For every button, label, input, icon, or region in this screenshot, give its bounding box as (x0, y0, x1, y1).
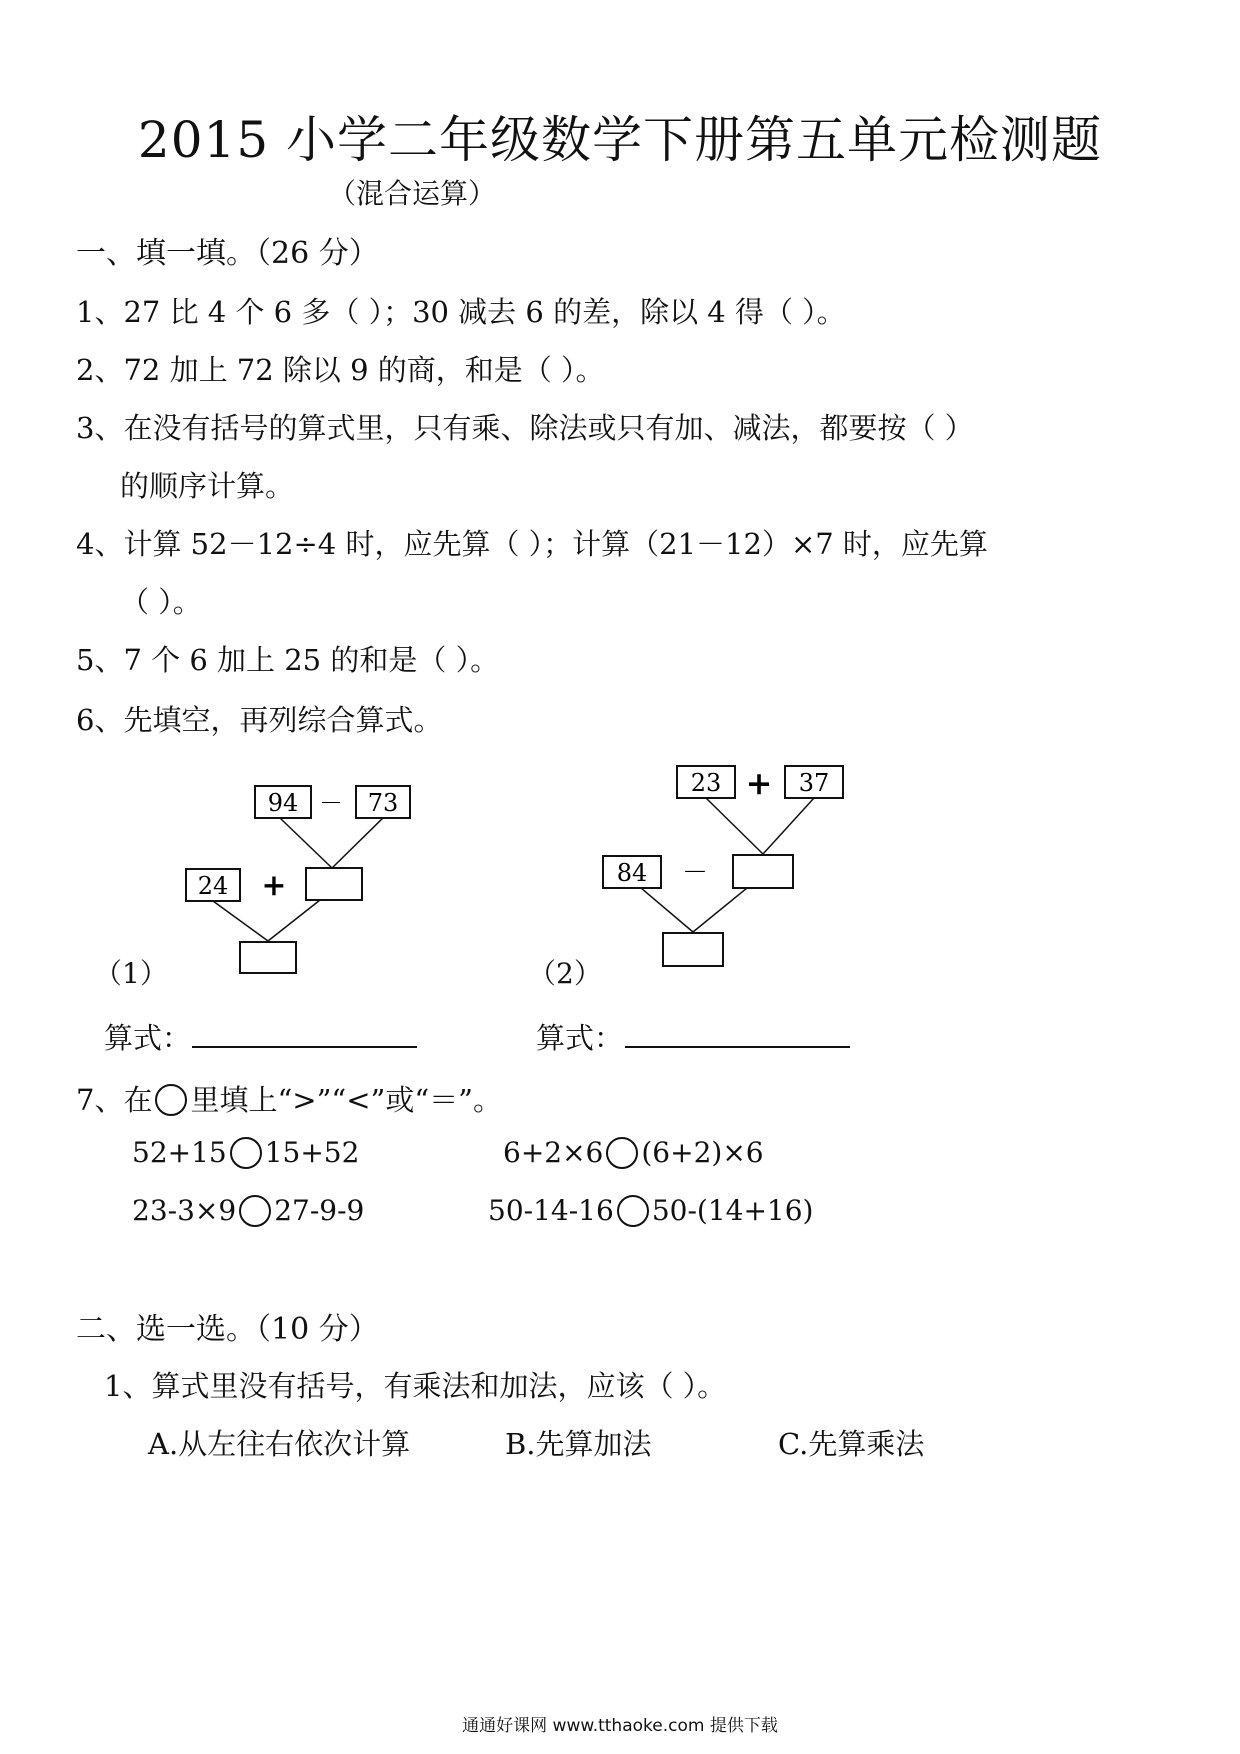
compare-item-1 (132, 1136, 359, 1173)
calc-diagram-2 (595, 760, 865, 975)
diagram2-connector (763, 798, 814, 854)
formula1-answer-line[interactable] (192, 1046, 417, 1048)
option-c[interactable]: C.先算乘法 (778, 1427, 925, 1461)
compare-1-right: 15+52 (264, 1136, 360, 1169)
compare-item-3 (132, 1194, 364, 1231)
compare-1-left: 52+15 (132, 1136, 227, 1169)
compare-2-left: 6+2×6 (503, 1136, 604, 1169)
compare-item-4 (488, 1194, 813, 1231)
question-7-suffix: 里填上“>”“<”或“＝”。 (190, 1083, 503, 1117)
question-2: 2、72 加上 72 除以 9 的商，和是（ ）。 (76, 353, 605, 387)
question-5: 5、7 个 6 加上 25 的和是（ ）。 (76, 643, 500, 677)
compare-1-circle[interactable] (230, 1137, 262, 1169)
question-6: 6、先填空，再列综合算式。 (76, 703, 443, 737)
diagram2-minus-operator: － (681, 858, 709, 888)
compare-4-left: 50-14-16 (488, 1194, 614, 1227)
formula2-answer-line[interactable] (625, 1046, 850, 1048)
diagram1-connector (332, 818, 383, 868)
footer-credit: 通通好课网 www.tthaoke.com 提供下载 (462, 1716, 778, 1736)
calc-diagram-1 (180, 780, 430, 980)
diagram2-number-84: 84 (616, 859, 648, 887)
diagram1-connector (280, 818, 332, 868)
section2-heading: 二、选一选。（10 分） (76, 1312, 379, 1347)
option-a[interactable]: A.从左往右依次计算 (148, 1427, 411, 1461)
page-title: 2015 小学二年级数学下册第五单元检测题 (137, 111, 1103, 169)
circle-icon (155, 1084, 187, 1116)
diagram2-blank-box (733, 855, 793, 888)
diagram2-connector (706, 798, 763, 854)
page-subtitle: （混合运算） (328, 177, 497, 210)
formula1-label: 算式： (104, 1021, 192, 1055)
diagram2-number-23: 23 (690, 769, 722, 797)
question-4-line1: 4、计算 52－12÷4 时，应先算（ ）；计算（21－12）×7 时，应先算 (76, 527, 988, 561)
compare-2-right: (6+2)×6 (641, 1136, 764, 1169)
question-7 (76, 1078, 502, 1120)
diagram2-connector (641, 888, 693, 932)
diagram2-connector (693, 888, 747, 932)
formula2-label: 算式： (536, 1021, 624, 1055)
section1-heading: 一、填一填。（26 分） (76, 236, 379, 271)
compare-2-circle[interactable] (606, 1137, 638, 1169)
diagram2-result-box (663, 933, 723, 966)
option-b[interactable]: B.先算加法 (505, 1427, 652, 1461)
diagram2-plus-operator: + (745, 764, 773, 802)
diagram1-blank-box (306, 868, 362, 900)
compare-3-circle[interactable] (239, 1195, 271, 1227)
section2-question-1: 1、算式里没有括号，有乘法和加法，应该（ ）。 (104, 1369, 727, 1403)
diagram1-minus-operator: － (319, 789, 343, 817)
diagram2-label: （2） (528, 957, 602, 990)
diagram1-label: （1） (94, 957, 168, 990)
compare-item-2 (503, 1136, 764, 1173)
compare-3-left: 23-3×9 (132, 1194, 237, 1227)
compare-3-right: 27-9-9 (274, 1194, 365, 1227)
diagram1-connector (213, 901, 268, 941)
diagram1-connector (268, 900, 320, 941)
compare-4-circle[interactable] (617, 1195, 649, 1227)
diagram1-number-73: 73 (367, 789, 399, 817)
question-3-line2: 的顺序计算。 (120, 469, 295, 503)
diagram1-plus-operator: + (261, 868, 287, 903)
diagram1-number-94: 94 (267, 789, 299, 817)
question-3-line1: 3、在没有括号的算式里，只有乘、除法或只有加、减法，都要按（ ） (76, 411, 974, 445)
question-7-prefix: 7、在 (76, 1083, 153, 1117)
diagram1-result-box (240, 942, 296, 973)
compare-4-right: 50-(14+16) (651, 1194, 814, 1227)
question-1: 1、27 比 4 个 6 多（ ）；30 减去 6 的差，除以 4 得（ ）。 (76, 295, 846, 329)
diagram1-number-24: 24 (197, 872, 229, 900)
question-4-line2: （ ）。 (120, 585, 202, 619)
diagram2-number-37: 37 (798, 769, 830, 797)
